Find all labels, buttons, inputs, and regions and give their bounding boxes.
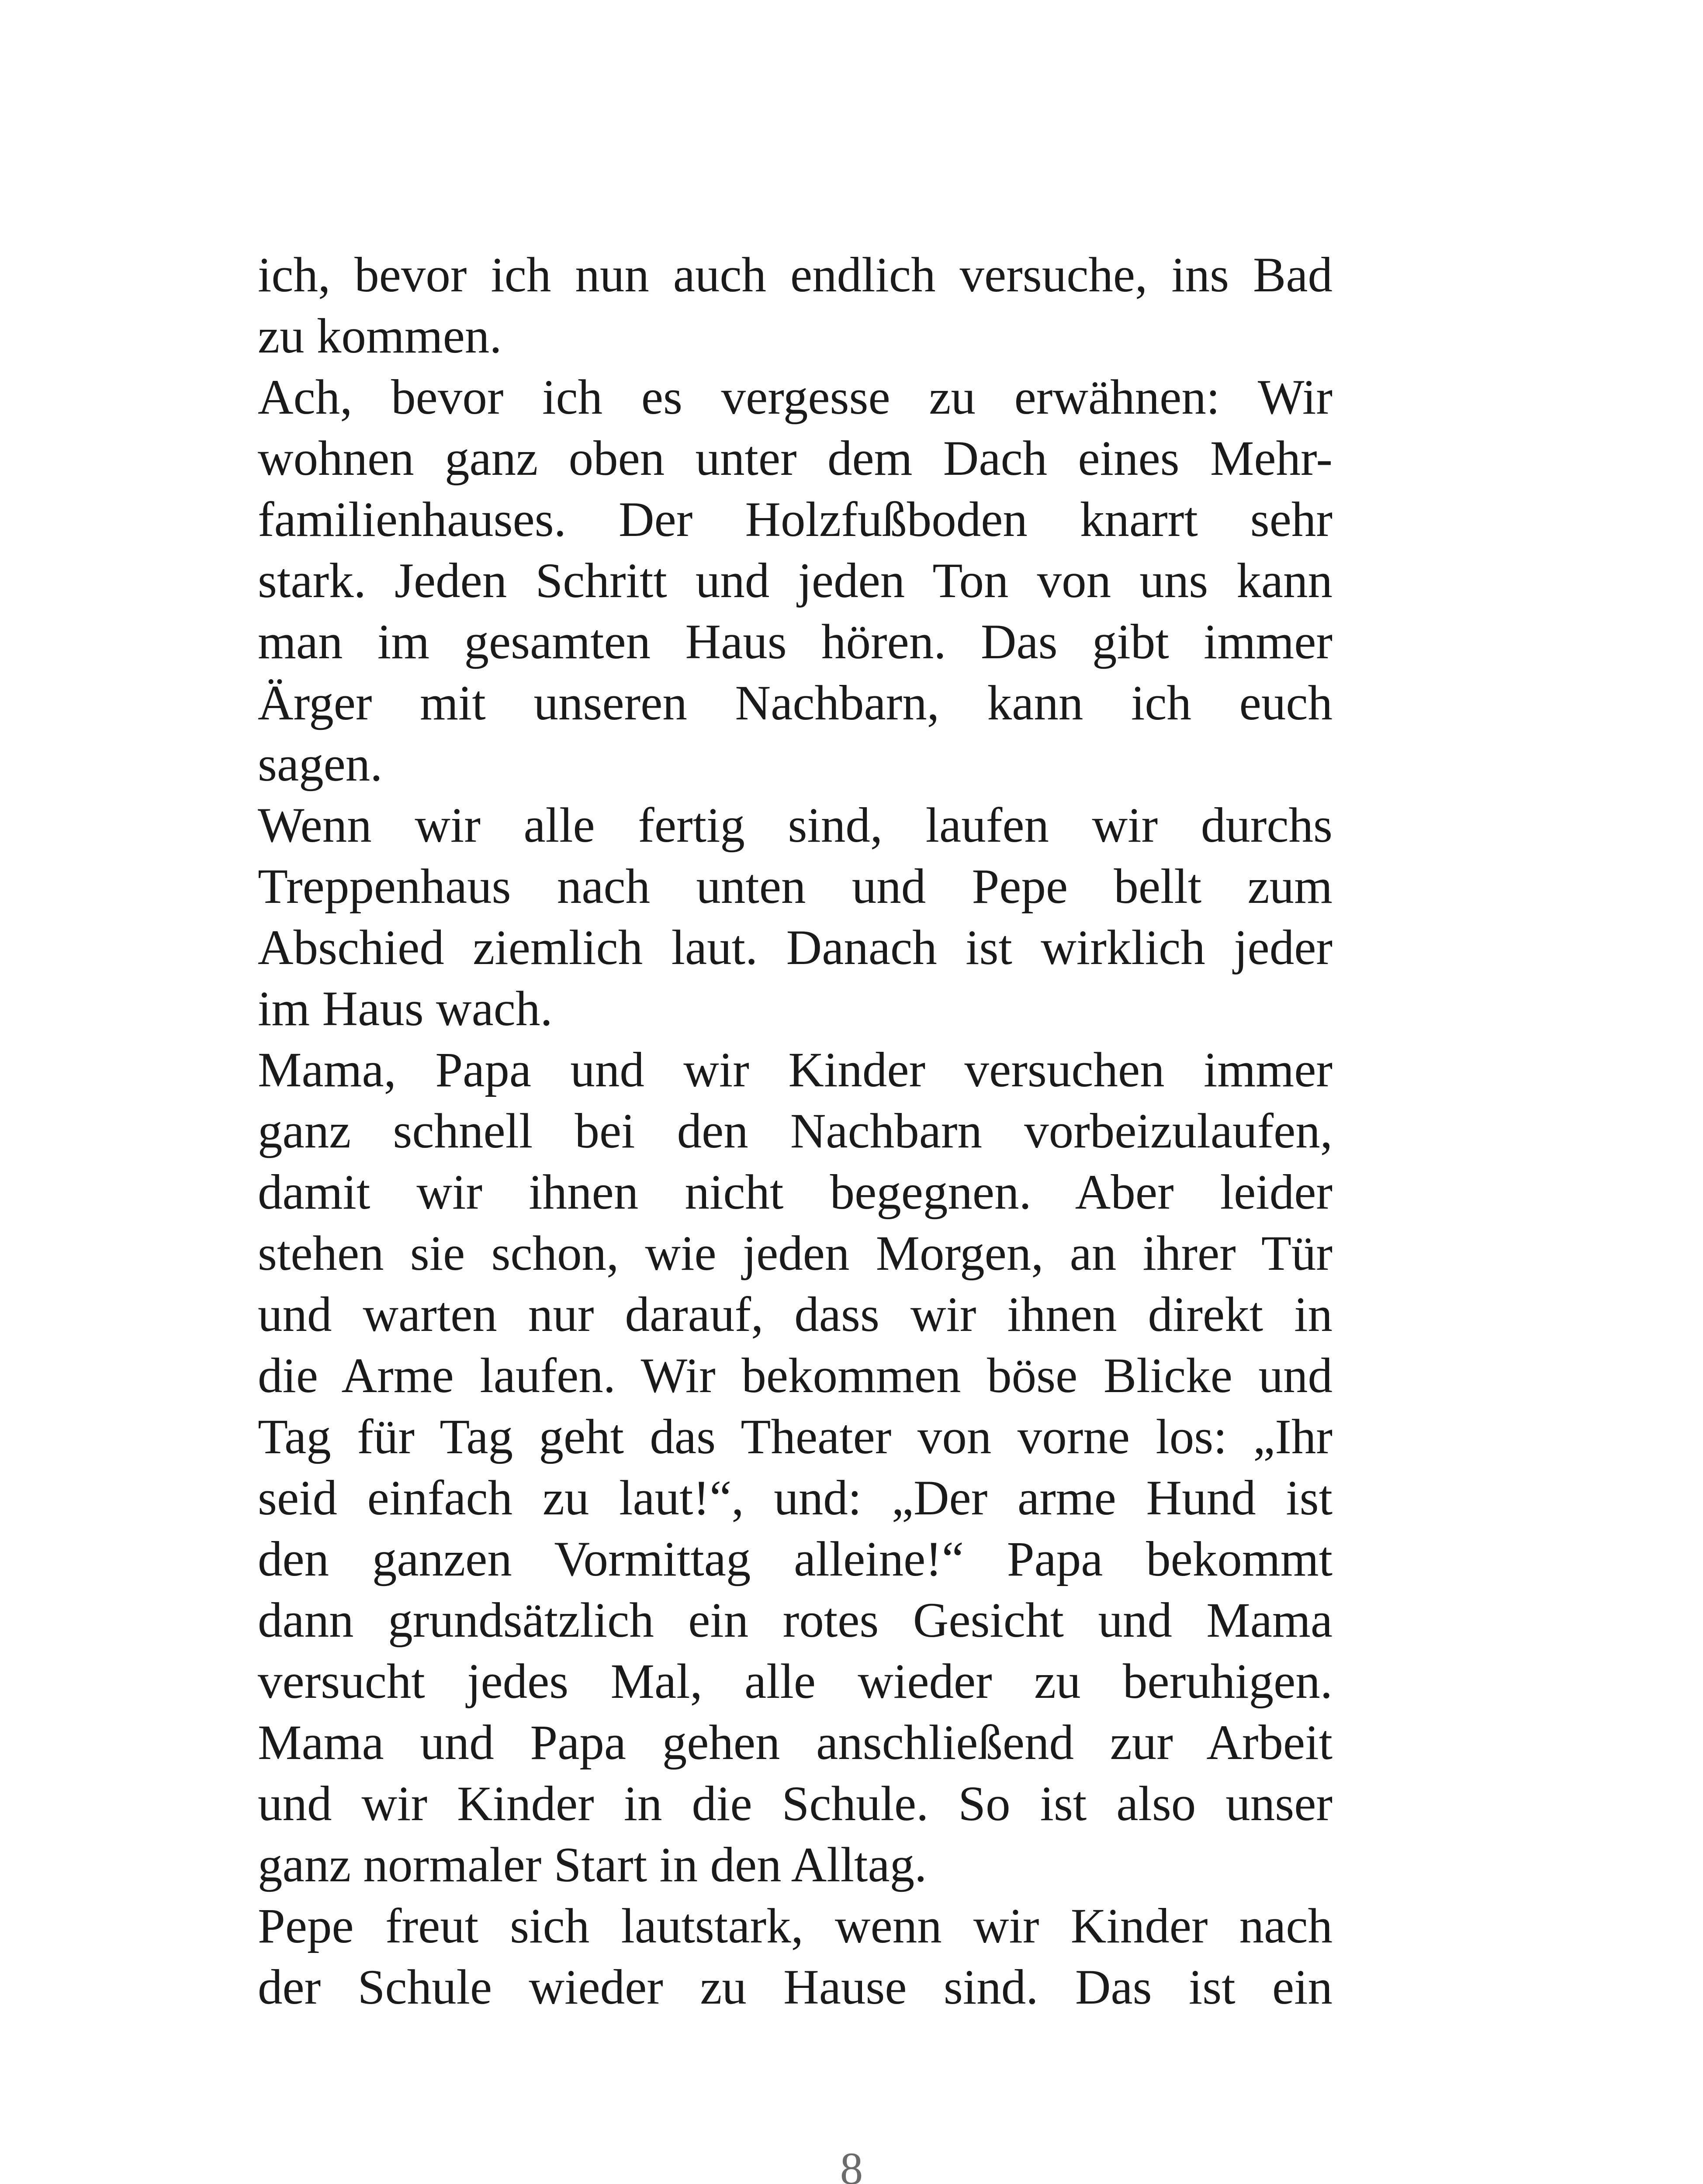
text-line: der Schule wieder zu Hause sind. Das ist ein	[258, 1960, 1333, 2015]
text-line: damit wir ihnen nicht begegnen. Aber leider	[258, 1165, 1333, 1220]
text-line: Treppenhaus nach unten und Pepe bellt zum	[258, 859, 1333, 914]
text-line: seid einfach zu laut!“, und: „Der arme Hund ist	[258, 1471, 1333, 1525]
text-line: stark. Jeden Schritt und jeden Ton von uns kann	[258, 553, 1333, 608]
text-line: ganz normaler Start in den Alltag.	[258, 1838, 927, 1892]
text-line: man im gesamten Haus hören. Das gibt immer	[258, 615, 1333, 669]
body-text	[258, 245, 1333, 2018]
text-line: ganz schnell bei den Nachbarn vorbeizulaufen,	[258, 1104, 1333, 1158]
text-line: dann grundsätzlich ein rotes Gesicht und Mama	[258, 1593, 1333, 1648]
text-line: Pepe freut sich lautstark, wenn wir Kinder nach	[258, 1899, 1333, 1953]
text-line: Mama und Papa gehen anschließend zur Arbeit	[258, 1715, 1333, 1770]
text-line: familienhauses. Der Holzfußboden knarrt sehr	[258, 492, 1333, 547]
text-line: und wir Kinder in die Schule. So ist also unser	[258, 1776, 1333, 1831]
page-number: 8	[840, 2143, 863, 2184]
text-line: Tag für Tag geht das Theater von vorne los: „Ihr	[258, 1410, 1333, 1464]
text-line: den ganzen Vormittag alleine!“ Papa bekommt	[258, 1532, 1333, 1586]
text-line: versucht jedes Mal, alle wieder zu beruhigen.	[258, 1654, 1333, 1709]
text-line: Abschied ziemlich laut. Danach ist wirklich jeder	[258, 920, 1333, 975]
text-line: wohnen ganz oben unter dem Dach eines Mehr-	[258, 431, 1333, 486]
text-line: im Haus wach.	[258, 981, 553, 1036]
text-line: Ärger mit unseren Nachbarn, kann ich euch	[258, 676, 1333, 730]
text-line: Ach, bevor ich es vergesse zu erwähnen: Wir	[258, 370, 1333, 425]
text-line: stehen sie schon, wie jeden Morgen, an ihrer Tür	[258, 1226, 1333, 1281]
text-line: und warten nur darauf, dass wir ihnen direkt in	[258, 1287, 1333, 1342]
text-line: zu kommen.	[258, 309, 502, 363]
text-line: Mama, Papa und wir Kinder versuchen immer	[258, 1043, 1333, 1097]
text-line: die Arme laufen. Wir bekommen böse Blicke und	[258, 1348, 1333, 1403]
text-line: ich, bevor ich nun auch endlich versuche, ins Bad	[258, 248, 1333, 302]
text-line: sagen.	[258, 737, 383, 791]
text-line: Wenn wir alle fertig sind, laufen wir durchs	[258, 798, 1333, 853]
